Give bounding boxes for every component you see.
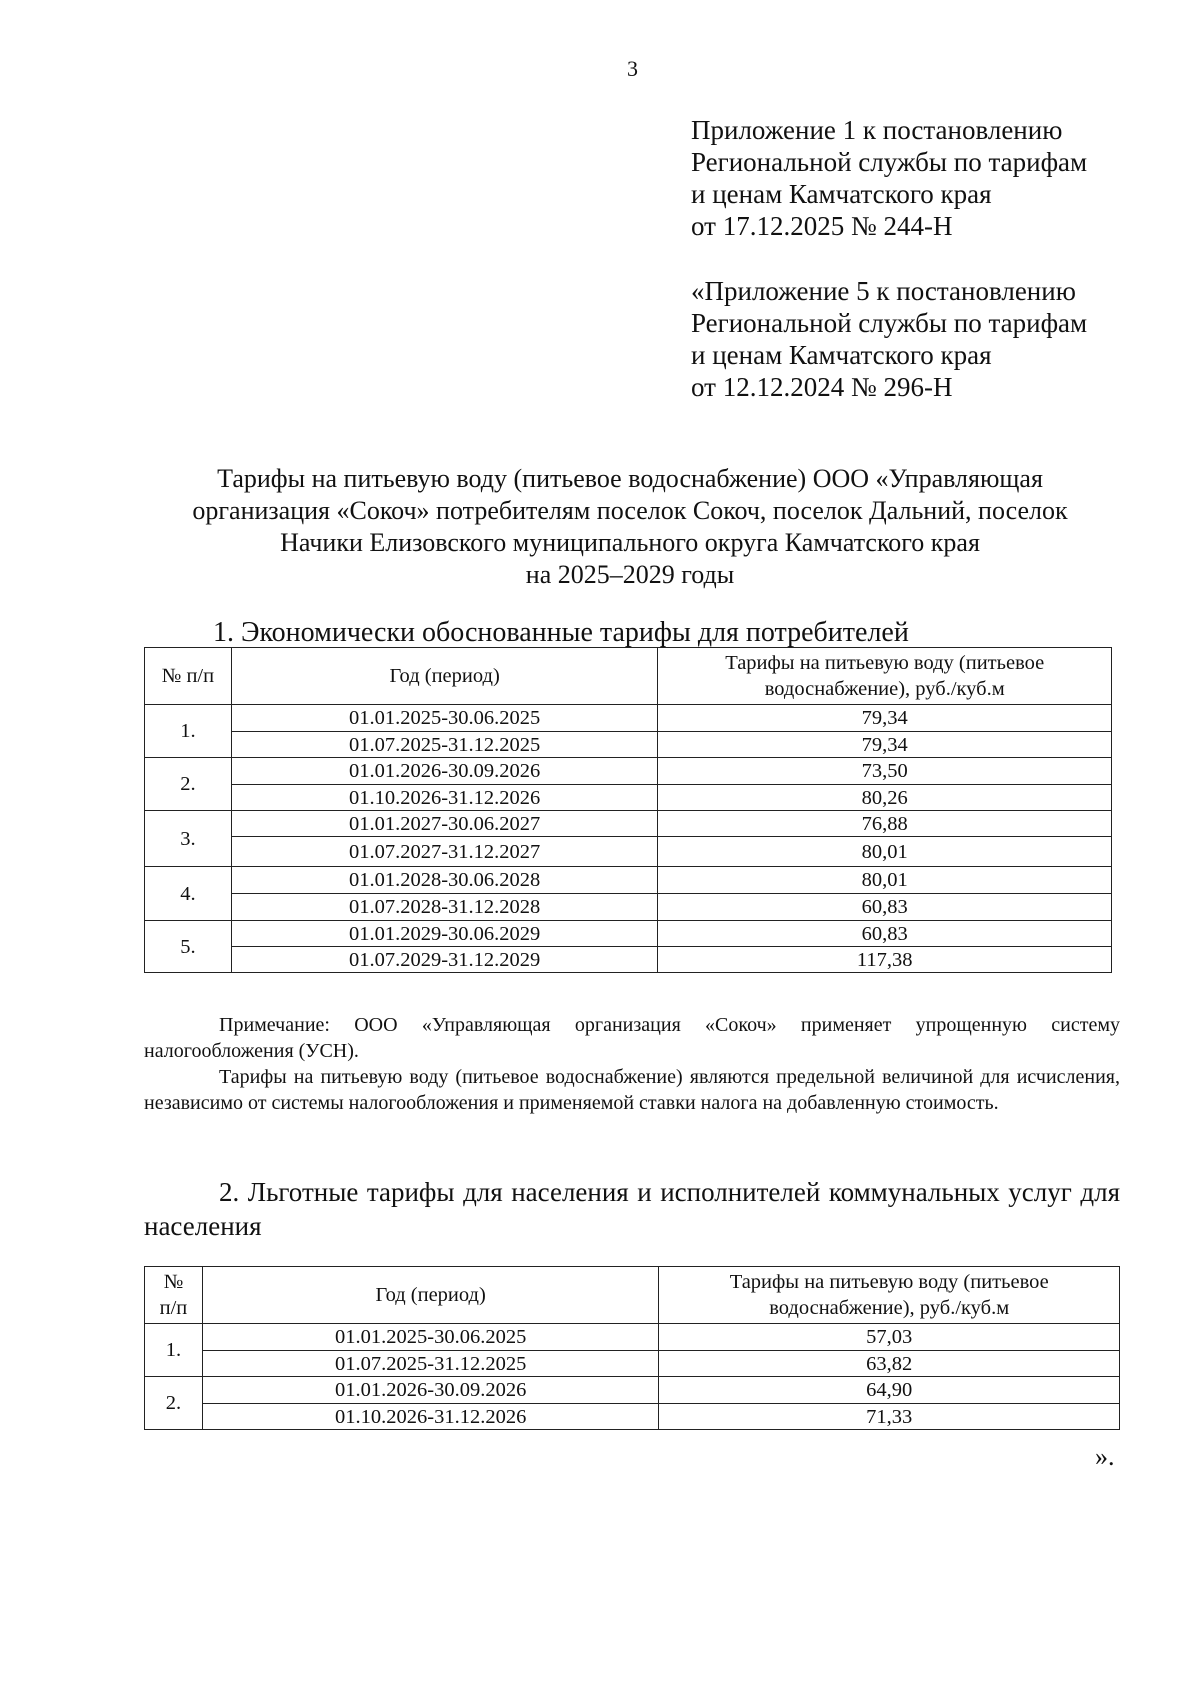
header-tariff-line: водоснабжение), руб./куб.м xyxy=(764,678,1005,700)
page-number: 3 xyxy=(627,56,638,81)
row-period: 01.10.2026-31.12.2026 xyxy=(231,785,658,811)
appendix-line: от 17.12.2025 № 244-Н xyxy=(691,211,953,241)
appendix-line: и ценам Камчатского края xyxy=(691,340,992,370)
section2-table xyxy=(144,1266,1120,1430)
title-line: Тарифы на питьевую воду (питьевое водоснабжение) ООО «Управляющая xyxy=(217,464,1043,493)
row-period: 01.01.2025-30.06.2025 xyxy=(231,705,658,732)
row-value: 80,26 xyxy=(658,785,1112,811)
row-period: 01.07.2025-31.12.2025 xyxy=(231,732,658,758)
row-value: 79,34 xyxy=(658,732,1112,758)
row-value: 76,88 xyxy=(658,811,1112,837)
table-row xyxy=(145,1351,1120,1377)
header-tariff xyxy=(658,648,1112,705)
row-value: 80,01 xyxy=(658,867,1112,894)
row-period: 01.07.2025-31.12.2025 xyxy=(202,1351,658,1377)
row-period: 01.01.2027-30.06.2027 xyxy=(231,811,658,837)
header-num xyxy=(145,1267,203,1324)
row-number: 3. xyxy=(145,811,232,867)
appendix-previous xyxy=(691,275,1087,403)
header-tariff-line: Тарифы на питьевую воду (питьевое xyxy=(729,1271,1049,1293)
section1-heading: 1. Экономически обоснованные тарифы для потребителей xyxy=(213,617,909,648)
row-value: 73,50 xyxy=(658,758,1112,785)
row-period: 01.01.2029-30.06.2029 xyxy=(231,921,658,947)
section2-heading: 2. Льготные тарифы для населения и исполнителей коммунальных услуг для населения xyxy=(144,1177,1120,1241)
table-row xyxy=(145,1324,1120,1351)
row-number: 2. xyxy=(145,1377,203,1430)
note-paragraph: Примечание: ООО «Управляющая организация «Сокоч» применяет упрощенную систему налогообложения (УСН). xyxy=(144,1014,1120,1062)
notes xyxy=(144,1012,1120,1116)
table-row xyxy=(145,867,1112,894)
table-row xyxy=(145,705,1112,732)
row-number: 1. xyxy=(145,705,232,758)
title-line: организация «Сокоч» потребителям поселок Сокоч, поселок Дальний, поселок xyxy=(192,496,1068,525)
note-paragraph: Тарифы на питьевую воду (питьевое водоснабжение) являются предельной величиной для исчисления, независимо от системы налогообложения и применяемой ставки налога на добавленную стоимость. xyxy=(144,1066,1120,1114)
table-header-row xyxy=(145,648,1112,705)
row-value: 117,38 xyxy=(658,947,1112,973)
title-line: на 2025–2029 годы xyxy=(525,560,735,589)
document-title xyxy=(130,463,1130,591)
appendix-line: Приложение 1 к постановлению xyxy=(691,115,1063,145)
row-period: 01.01.2026-30.09.2026 xyxy=(202,1377,658,1404)
row-number: 5. xyxy=(145,921,232,973)
title-line: Начики Елизовского муниципального округа Камчатского края xyxy=(280,528,980,557)
row-period: 01.07.2027-31.12.2027 xyxy=(231,837,658,867)
row-period: 01.07.2029-31.12.2029 xyxy=(231,947,658,973)
appendix-line: Региональной службы по тарифам xyxy=(691,147,1088,177)
table-row xyxy=(145,921,1112,947)
table-row xyxy=(145,837,1112,867)
header-num-line: № xyxy=(163,1271,184,1293)
row-value: 60,83 xyxy=(658,921,1112,947)
header-period: Год (период) xyxy=(202,1267,658,1324)
row-period: 01.01.2026-30.09.2026 xyxy=(231,758,658,785)
table-row xyxy=(145,1377,1120,1404)
row-value: 64,90 xyxy=(659,1377,1120,1404)
row-period: 01.01.2028-30.06.2028 xyxy=(231,867,658,894)
row-value: 79,34 xyxy=(658,705,1112,732)
section1-table xyxy=(144,647,1112,973)
table-row xyxy=(145,758,1112,785)
row-value: 60,83 xyxy=(658,894,1112,921)
header-num-line: п/п xyxy=(159,1297,188,1319)
table-row xyxy=(145,732,1112,758)
appendix-line: Региональной службы по тарифам xyxy=(691,308,1088,338)
table-header-row xyxy=(145,1267,1120,1324)
closing-quote: ». xyxy=(1095,1442,1115,1471)
appendix-line: и ценам Камчатского края xyxy=(691,179,992,209)
header-period: Год (период) xyxy=(231,648,658,705)
row-value: 57,03 xyxy=(659,1324,1120,1351)
row-period: 01.07.2028-31.12.2028 xyxy=(231,894,658,921)
table-row xyxy=(145,811,1112,837)
row-number: 1. xyxy=(145,1324,203,1377)
row-period: 01.01.2025-30.06.2025 xyxy=(202,1324,658,1351)
header-tariff-line: водоснабжение), руб./куб.м xyxy=(769,1297,1010,1319)
table-row xyxy=(145,785,1112,811)
row-period: 01.10.2026-31.12.2026 xyxy=(202,1404,658,1430)
appendix-line: от 12.12.2024 № 296-Н xyxy=(691,372,953,402)
header-tariff xyxy=(659,1267,1120,1324)
row-number: 4. xyxy=(145,867,232,921)
appendix-line: «Приложение 5 к постановлению xyxy=(691,276,1076,306)
row-value: 63,82 xyxy=(659,1351,1120,1377)
row-value: 71,33 xyxy=(659,1404,1120,1430)
header-tariff-line: Тарифы на питьевую воду (питьевое xyxy=(725,652,1045,674)
appendix-current xyxy=(691,114,1087,242)
table-row xyxy=(145,1404,1120,1430)
row-number: 2. xyxy=(145,758,232,811)
row-value: 80,01 xyxy=(658,837,1112,867)
table-row xyxy=(145,947,1112,973)
header-num: № п/п xyxy=(145,648,232,705)
table-row xyxy=(145,894,1112,921)
